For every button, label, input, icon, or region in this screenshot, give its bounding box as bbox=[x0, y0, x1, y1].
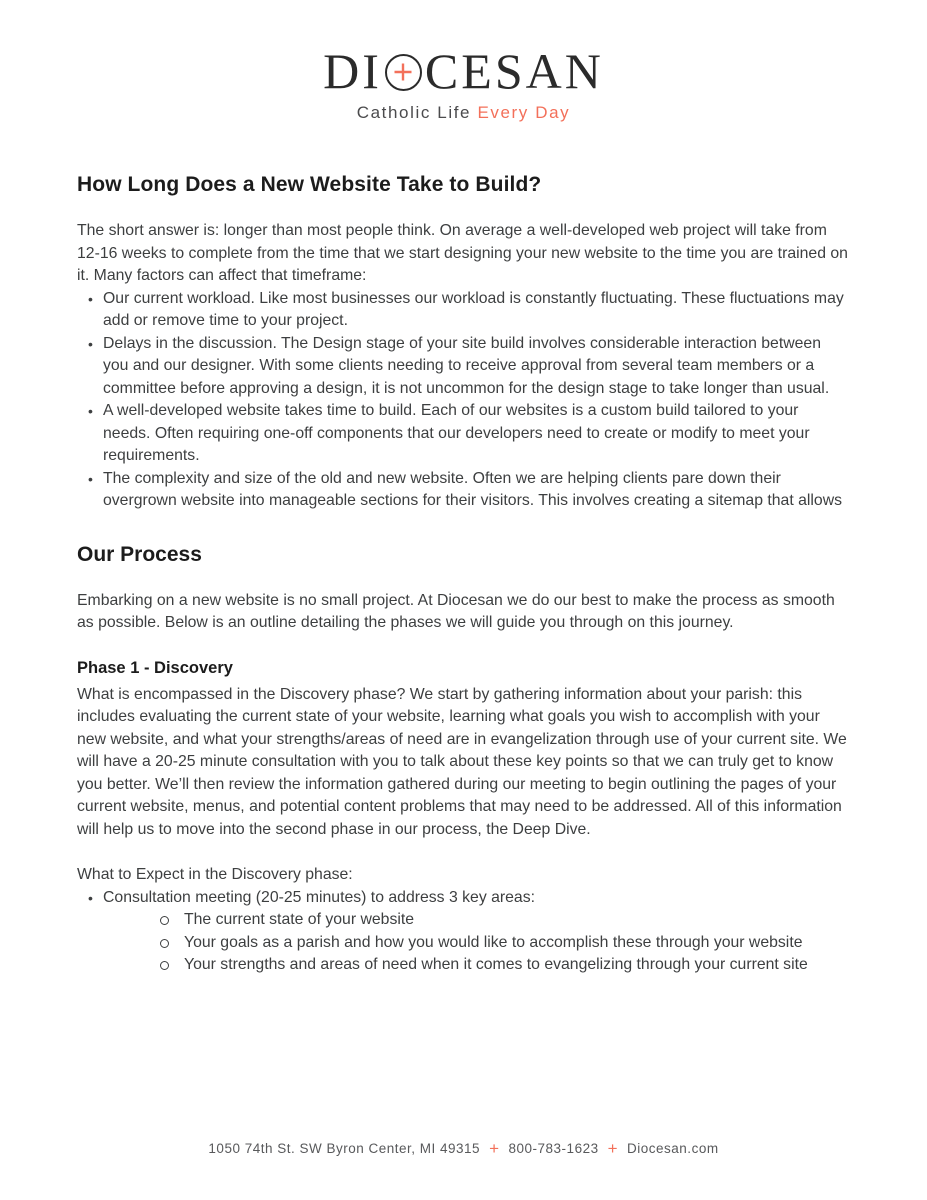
logo bbox=[77, 43, 850, 123]
circle-bullet-icon bbox=[159, 932, 184, 955]
footer-address: 1050 74th St. SW Byron Center, MI 49315 bbox=[208, 1141, 481, 1156]
list-item bbox=[77, 468, 850, 513]
circle-bullet-icon bbox=[159, 954, 184, 977]
sub-list-item-text: Your strengths and areas of need when it comes to evangelizing through your current site bbox=[184, 956, 808, 973]
plus-separator-icon: + bbox=[489, 1139, 500, 1158]
expect-intro-line: What to Expect in the Discovery phase: bbox=[77, 866, 353, 883]
list-item-text: Delays in the discussion. The Design stage of your site build involves considerable interaction between you and our designer. With some clients needing to receive approval from several team members or a committee before approving a design, it is not uncommon for the design stage to take longer than usual. bbox=[103, 334, 830, 397]
intro-paragraph: The short answer is: longer than most people think. On average a well-developed web project will take from 12-16 weeks to complete from the time that we start designing your new website to the time you are trained on it. Many factors can affect that timeframe: bbox=[77, 222, 848, 284]
page-footer bbox=[77, 1138, 850, 1200]
list-item bbox=[77, 887, 850, 910]
brand-text-post: CESAN bbox=[424, 43, 604, 99]
bullet-icon: • bbox=[88, 470, 93, 487]
bullet-icon: • bbox=[88, 889, 93, 906]
phase1-paragraph: What is encompassed in the Discovery phase? We start by gathering information about your parish: this includes evaluating the current state of your website, learning what goals you wish to accomplish with your new website, and what your strengths/areas of need are in evangelization through use of your current site. We will have a 20-25 minute consultation with you to talk about these key points so that we can truly get to know you better. We’ll then review the information gathered during our meeting to begin outlining the pages of your current website, menus, and potential content problems that may need to be addressed. All of this information will help us to move into the second phase in our process, the Deep Dive. bbox=[77, 685, 847, 838]
list-item bbox=[77, 333, 850, 401]
subsection-title-phase1: Phase 1 - Discovery bbox=[77, 658, 233, 677]
footer-phone: 800-783-1623 bbox=[508, 1141, 599, 1156]
sub-list-item bbox=[159, 932, 850, 955]
footer-website: Diocesan.com bbox=[627, 1141, 719, 1156]
page-title: How Long Does a New Website Take to Build? bbox=[77, 173, 542, 196]
logo-circle-plus-icon bbox=[385, 54, 422, 91]
bullet-icon: • bbox=[88, 290, 93, 307]
sub-list-item-text: The current state of your website bbox=[184, 911, 415, 928]
bullet-icon: • bbox=[88, 335, 93, 352]
plus-icon bbox=[392, 61, 414, 83]
brand-tagline bbox=[77, 103, 850, 123]
list-item-text: The complexity and size of the old and new website. Often we are helping clients pare down their overgrown website into manageable sections for their visitors. This involves creating a sitemap that allows bbox=[103, 469, 843, 509]
plus-separator-icon: + bbox=[607, 1139, 619, 1158]
sub-list-item bbox=[159, 909, 850, 932]
list-item bbox=[77, 288, 850, 333]
factors-list bbox=[77, 288, 850, 513]
list-item bbox=[77, 400, 850, 468]
tagline-dark: Catholic Life bbox=[356, 103, 478, 122]
process-intro-paragraph: Embarking on a new website is no small project. At Diocesan we do our best to make the process as smooth as possible. Below is an outline detailing the phases we will guide you through on this journey. bbox=[77, 591, 835, 631]
expect-sub-list bbox=[77, 909, 850, 977]
sub-list-item-text: Your goals as a parish and how you would like to accomplish these through your website bbox=[184, 933, 803, 951]
sub-list-item bbox=[159, 954, 850, 977]
brand-wordmark bbox=[323, 43, 604, 99]
bullet-icon: • bbox=[88, 403, 93, 419]
brand-text-pre: DI bbox=[323, 43, 382, 99]
list-item-text: Our current workload. Like most businesses our workload is constantly fluctuating. These fluctuations may add or remove time to your project. bbox=[103, 289, 844, 329]
expect-list bbox=[77, 887, 850, 910]
list-item-text: A well-developed website takes time to build. Each of our websites is a custom build tailored to your needs. Often requiring one-off components that our developers need to create or modify to meet your requirements. bbox=[103, 402, 810, 464]
tagline-accent: Every Day bbox=[477, 103, 571, 122]
list-item-text: Consultation meeting (20-25 minutes) to address 3 key areas: bbox=[103, 888, 536, 906]
section-title-our-process: Our Process bbox=[77, 542, 202, 566]
circle-bullet-icon bbox=[159, 909, 184, 932]
